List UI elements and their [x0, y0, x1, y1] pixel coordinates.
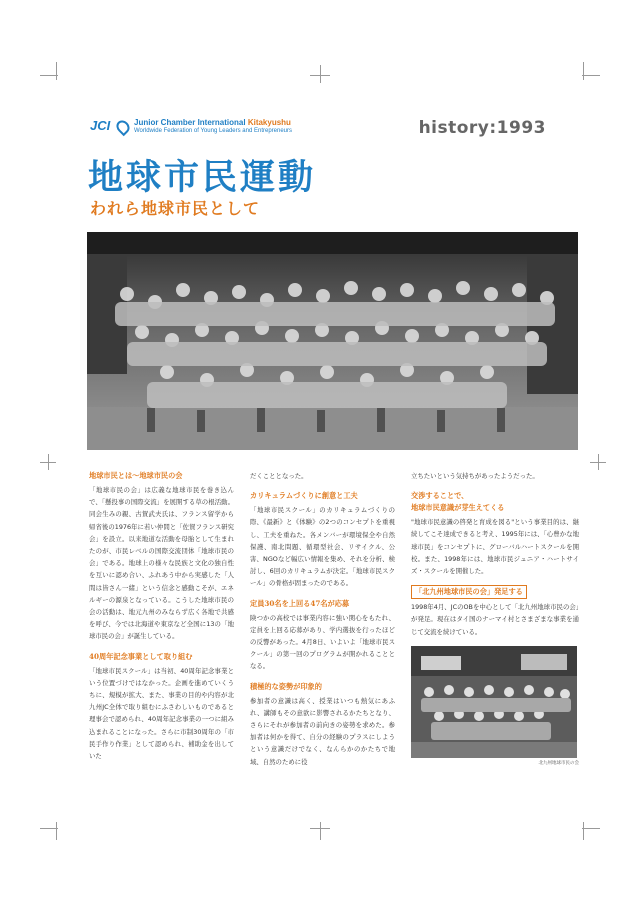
body-paragraph: 立ちたいという気持ちがあったようだった。 [411, 472, 539, 480]
org-tagline: Worldwide Federation of Young Leaders and Entrepreneurs [134, 128, 292, 134]
section-heading: 40周年記念事業として取り組む [89, 651, 193, 661]
body-paragraph: "地球市民意識の啓発と育成を図る"という事業目的は、継続してこそ達成できると考え、1995年には、「心豊かな地球市民」をコンセプトに、グローバルハートスクールを開校。また、1998年には、地球市民ジュニア・ハートサイズ・スクールを開催した。 [411, 518, 579, 576]
crop-mark [583, 62, 584, 80]
body-paragraph: 1998年4月、JCのOBを中心として「北九州地球市民の会」が発足。現在はタイ国のナーマイ村とさまざまな事業を通じて交流を続けている。 [411, 603, 579, 636]
group-photo [87, 232, 578, 450]
jci-logo-mark: JCI [90, 118, 111, 133]
body-paragraph: 「地球市民の会」は広義な地球市民を巻き込んで、「懸投事の国際交流」を展開する草の根活動。同会生みの親、古賀武夫氏は、フランス留学から帰省後の1976年に若い仲間と「佐賀フランス研究会」を設立。以来地道な活動を母胎として生まれたのが、市民レベルの国際交流団体「地球市民の会」である。地球上の様々な民族と文化の独自性を互いに認め合い、ふれあう中から実感した「人間は皆さん一緒」という信念と感動こそが、エネルギーの源泉となっている。こうした地球市民の会の活動は、地元九州のみならず広く各地で共感を呼び、今では北海道や東京など全国に13の「地球市民の会」が誕生している。 [89, 486, 234, 641]
page-title: 地球市民運動 [88, 157, 317, 198]
org-name [134, 118, 291, 127]
section-heading [411, 490, 579, 514]
text-column-2 [250, 470, 395, 776]
section-heading: 積極的な姿勢が印象的 [250, 681, 322, 691]
photo-caption: 北九州地球市民の会 [538, 760, 579, 766]
section-heading-line: 交渉することで、 [411, 491, 469, 501]
body-paragraph: 参加者の意識は高く、授業はいつも熱気にあふれ、講師もその意欲に影響されるかたちとなり、さらにそれが参加者の前向きの姿勢を求めた。参加者は何かを得て、自分の経験のプラスにしようという意識だけでなく、なんらかのかたちで地域、自然のために役 [250, 696, 395, 766]
section-heading-boxed: 「北九州地球市民の会」発足する [411, 585, 527, 599]
crop-mark [582, 828, 600, 829]
crop-mark [598, 454, 599, 470]
body-paragraph: 険つかの高校では事業内容に強い関心をもたれ、定員を上回る応募があり、学内選抜を行ったほどの反響があった。4月8日、いよいよ「地球市民スクール」の第一回のプログラムが開かれることとなる。 [250, 613, 395, 671]
crop-mark [48, 454, 49, 470]
section-heading: カリキュラムづくりに創意と工夫 [250, 491, 358, 501]
history-label: history:1993 [418, 118, 546, 138]
text-column-1 [89, 470, 234, 770]
crop-mark [56, 822, 57, 840]
page-subtitle: われら地球市民として [90, 199, 261, 218]
section-heading-line: 地球市民意識が芽生えてくる [411, 503, 505, 513]
globe-icon [114, 118, 132, 136]
section-heading: 地球市民とは～地球市民の会 [89, 471, 183, 480]
crop-mark [320, 822, 321, 840]
crop-mark [56, 62, 57, 80]
crop-mark [582, 75, 600, 76]
org-name-main: Junior Chamber International [134, 118, 246, 127]
body-paragraph: 「地球市民スクール」は当初、40周年記念事業という位置づけではなかった。企画を進めていくうちに、規模が拡大、また、事業の目的や内容が北九州JC全体で取り組むにふさわしいものであると理事会で認められ、40周年記念事業の一つに組み込まれることになった。さらに市制30周年の「市民手作り作業」として認められ、補助金を出していた [89, 666, 234, 761]
group-photo-image [87, 232, 578, 450]
body-paragraph: だくこととなった。 [250, 472, 308, 480]
org-city: Kitakyushu [247, 118, 291, 127]
section-heading: 定員30名を上回る47名が応募 [250, 598, 350, 608]
small-group-photo-image [411, 646, 577, 758]
body-paragraph: 「地球市民スクール」のカリキュラムづくりの際、《最新》と《体験》の2つのコンセプトを重視し、工夫を重ねた。各メンバーが環境保全や自然保護、南北問題、循環型社会、リサイクル、公害、NGOなど幅広い情報を集め、それを分析、検討し、6回のカリキュラムが決定。「地球市民スクール」の骨格が固まったのである。 [250, 506, 395, 588]
small-group-photo [411, 646, 577, 758]
text-column-3 [411, 470, 579, 767]
crop-mark [320, 65, 321, 83]
crop-mark [583, 822, 584, 840]
